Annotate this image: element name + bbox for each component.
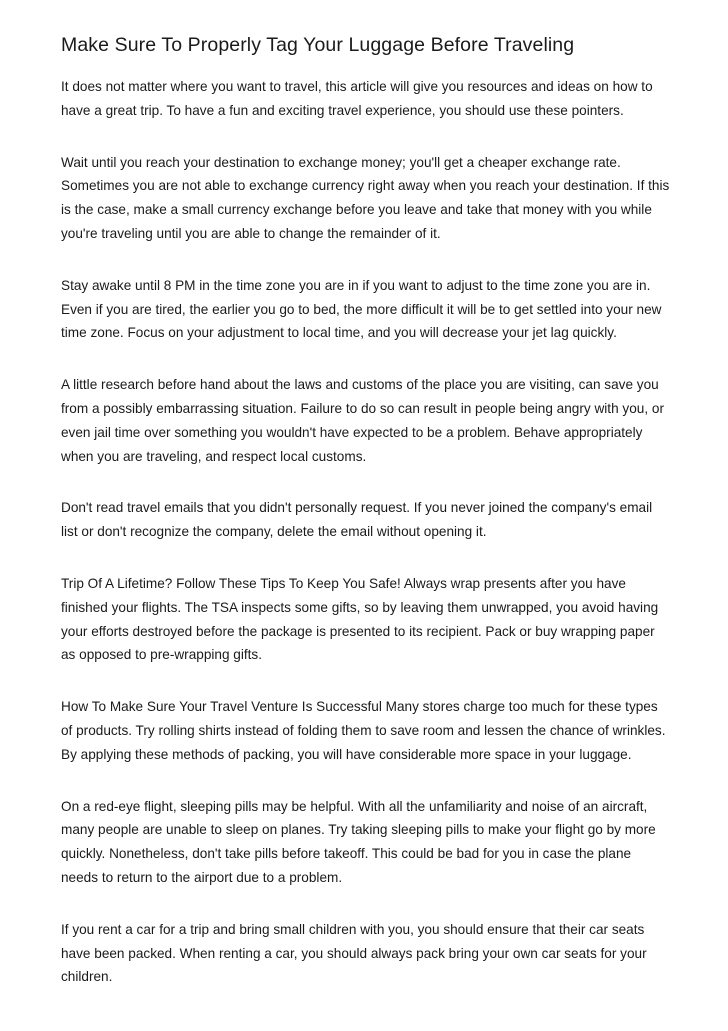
paragraph-intro: It does not matter where you want to travel, this article will give you resources and ideas on how to have a great trip. To have a fun and exciting travel experience, you should use these pointers. [61,79,653,118]
paragraph-travel-emails: Don't read travel emails that you didn't personally request. If you never joined the company's email list or don't recognize the company, delete the email without opening it. [61,500,653,540]
paragraph-time-zone: Stay awake until 8 PM in the time zone you are in if you want to adjust to the time zone you are in. Even if you are tired, the earlier you go to bed, the more difficult it will be to get settled into your new time zone. Focus on your adjustment to local time, and you will decrease your jet lag quickly. [61,277,662,341]
paragraph-rolling-shirts: How To Make Sure Your Travel Venture Is Successful Many stores charge too much for these types of products. Try rolling shirts instead of folding them to save room and lessen the chance of wrinkles. By applying these methods of packing, you will have considerable more space in your luggage. [61,699,666,762]
paragraph-sleeping-pills: On a red-eye flight, sleeping pills may be helpful. With all the unfamiliarity and noise of an aircraft, many people are unable to sleep on planes. Try taking sleeping pills to make your flight go by more quickly. Nonetheless, don't take pills before takeoff. This could be bad for you in case the plane needs to return to the airport due to a problem. [61,798,656,885]
document-title: Make Sure To Properly Tag Your Luggage Before Traveling [61,34,575,56]
document-page [61,30,671,1017]
paragraph-car-seats: If you rent a car for a trip and bring small children with you, you should ensure that their car seats have been packed. When renting a car, you should always pack bring your own car seats for your children. [61,921,647,985]
paragraph-currency-exchange: Wait until you reach your destination to exchange money; you'll get a cheaper exchange rate. Sometimes you are not able to exchange currency right away when you reach your destination. If this is the case, make a small currency exchange before you leave and take that money with you while you're traveling until you are able to change the remainder of it. [61,154,670,241]
paragraph-wrap-presents: Trip Of A Lifetime? Follow These Tips To Keep You Safe! Always wrap presents after you have finished your flights. The TSA inspects some gifts, so by leaving them unwrapped, you avoid having your efforts destroyed before the package is presented to its recipient. Pack or buy wrapping paper as opposed to pre-wrapping gifts. [61,575,659,663]
paragraph-local-customs: A little research before hand about the laws and customs of the place you are visiting, can save you from a possibly embarrassing situation. Failure to do so can result in people being angry with you, or even jail time over something you wouldn't have expected to be a problem. Behave appropriately when you are traveling, and respect local customs. [61,377,664,464]
